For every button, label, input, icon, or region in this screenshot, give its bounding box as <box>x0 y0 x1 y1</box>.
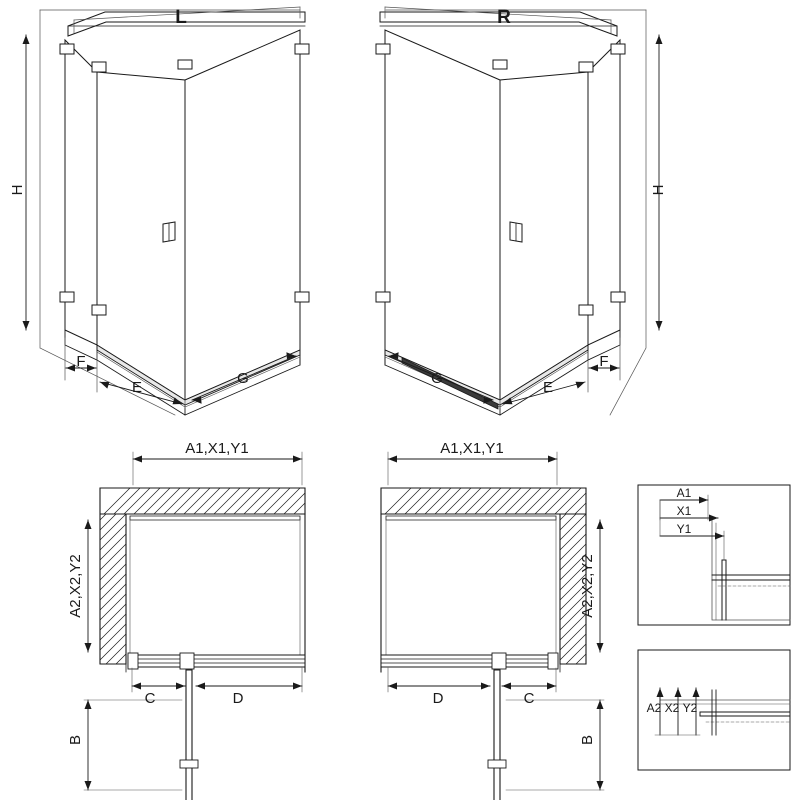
label-detail-Y1: Y1 <box>676 522 692 536</box>
view-left-perspective <box>23 7 310 415</box>
label-E-left: E <box>131 379 143 396</box>
label-D-right-plan: D <box>432 690 444 707</box>
label-detail-A2: A2 <box>646 701 662 715</box>
label-variant-right: R <box>497 7 511 28</box>
label-F-left: F <box>76 353 86 370</box>
view-right-plan <box>381 452 604 800</box>
label-width-right-plan: A1,X1,Y1 <box>440 440 504 457</box>
label-depth-left-plan: A2,X2,Y2 <box>67 554 84 618</box>
label-detail-X1: X1 <box>676 504 692 518</box>
label-detail-X2: X2 <box>664 701 680 715</box>
label-variant-left: L <box>175 7 187 28</box>
label-E-right: E <box>542 379 554 396</box>
label-C-left-plan: C <box>144 690 156 707</box>
label-G-left: G <box>237 370 249 387</box>
label-D-left-plan: D <box>232 690 244 707</box>
label-C-right-plan: C <box>523 690 535 707</box>
label-depth-right-plan: A2,X2,Y2 <box>579 554 596 618</box>
view-left-plan <box>84 452 305 800</box>
view-right-perspective <box>376 7 663 415</box>
label-F-right: F <box>599 353 609 370</box>
label-width-left-plan: A1,X1,Y1 <box>185 440 249 457</box>
label-height-right: H <box>650 184 667 196</box>
detail-horizontal-dimensions <box>638 485 790 625</box>
label-B-left-plan: B <box>67 734 84 746</box>
label-G-right: G <box>431 370 443 387</box>
label-detail-Y2: Y2 <box>682 701 698 715</box>
label-height-left: H <box>9 184 26 196</box>
label-B-right-plan: B <box>579 734 596 746</box>
label-detail-A1: A1 <box>676 486 692 500</box>
